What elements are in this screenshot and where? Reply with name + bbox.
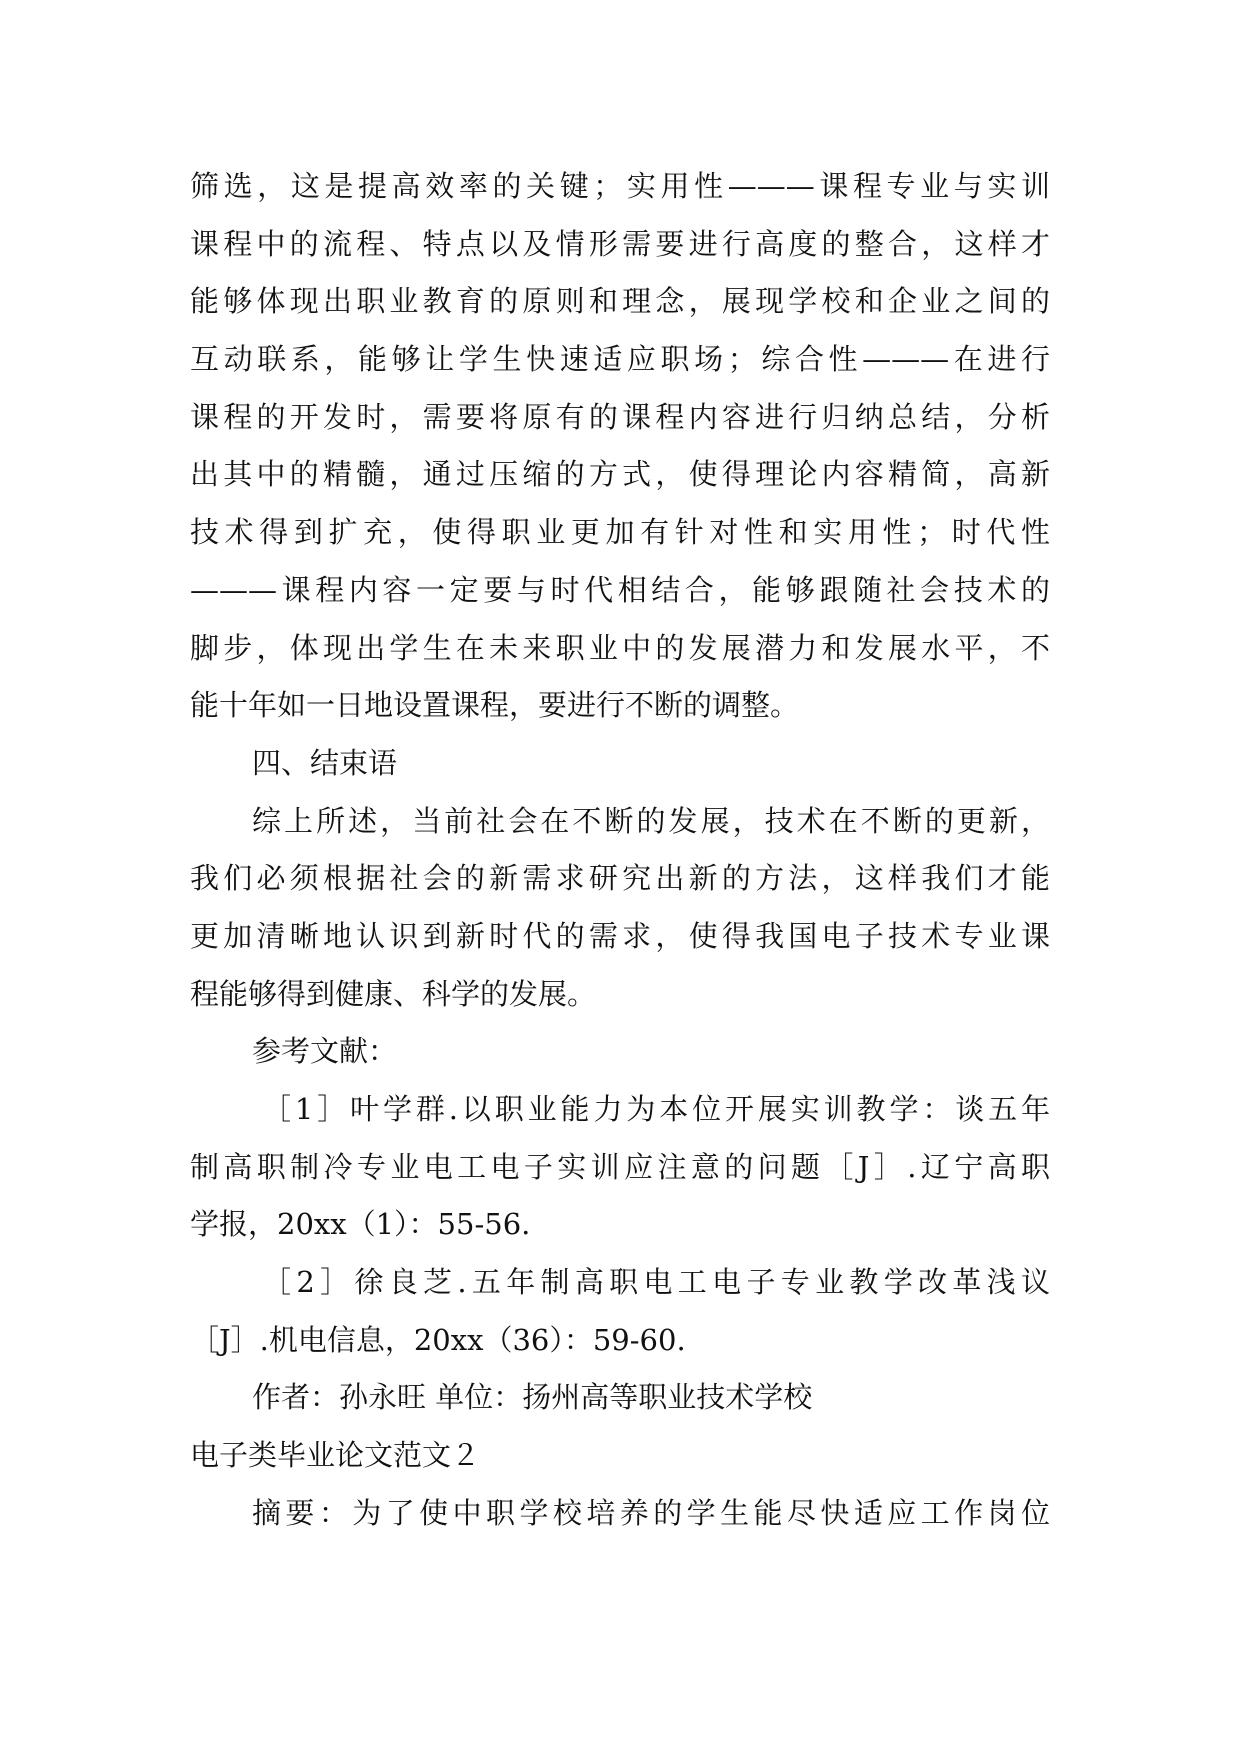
text-line: 技术得到扩充，使得职业更加有针对性和实用性；时代性 <box>190 515 1050 550</box>
document-page <box>190 158 1050 1543</box>
next-article-title: 电子类毕业论文范文２ <box>190 1438 481 1473</box>
text-line: ［J］.机电信息，20xx（36）：59-60. <box>190 1322 686 1357</box>
text-line: 课程的开发时，需要将原有的课程内容进行归纳总结，分析 <box>190 399 1050 434</box>
text-line: 学报，20xx（1）：55-56. <box>190 1207 531 1242</box>
abstract-line: 摘要：为了使中职学校培养的学生能尽快适应工作岗位 <box>252 1495 1050 1530</box>
text-line: 互动联系，能够让学生快速适应职场；综合性———在进行 <box>190 342 1050 377</box>
text-line: 筛选，这是提高效率的关键；实用性———课程专业与实训 <box>190 169 1050 203</box>
text-line: 能十年如一日地设置课程，要进行不断的调整。 <box>190 688 800 723</box>
text-line: 更加清晰地认识到新时代的需求，使得我国电子技术专业课 <box>190 918 1050 953</box>
reference-item-2 <box>190 1254 1050 1369</box>
text-line: ［1］叶学群.以职业能力为本位开展实训教学：谈五年 <box>262 1092 1050 1126</box>
author-line: 作者：孙永旺 单位：扬州高等职业技术学校 <box>252 1380 813 1415</box>
text-line: 课程中的流程、特点以及情形需要进行高度的整合，这样才 <box>190 226 1050 261</box>
text-line: 脚步，体现出学生在未来职业中的发展潜力和发展水平，不 <box>190 630 1050 665</box>
text-line: 综上所述，当前社会在不断的发展，技术在不断的更新， <box>252 803 1050 838</box>
references-heading: 参考文献： <box>252 1034 398 1069</box>
section-heading-conclusion: 四、结束语 <box>252 745 398 780</box>
text-line: 能够体现出职业教育的原则和理念，展现学校和企业之间的 <box>190 284 1050 319</box>
text-line: ［2］徐良芝.五年制高职电工电子专业教学改革浅议 <box>262 1265 1050 1300</box>
paragraph-curriculum-principles <box>190 158 1050 735</box>
text-line: 程能够得到健康、科学的发展。 <box>190 976 597 1011</box>
text-line: ———课程内容一定要与时代相结合，能够跟随社会技术的 <box>190 572 1050 607</box>
text-line: 我们必须根据社会的新需求研究出新的方法，这样我们才能 <box>190 861 1050 896</box>
text-line: 制高职制冷专业电工电子实训应注意的问题［J］.辽宁高职 <box>190 1149 1050 1184</box>
reference-item-1 <box>190 1081 1050 1254</box>
text-line: 出其中的精髓，通过压缩的方式，使得理论内容精简，高新 <box>190 457 1050 492</box>
paragraph-conclusion <box>190 793 1050 1024</box>
